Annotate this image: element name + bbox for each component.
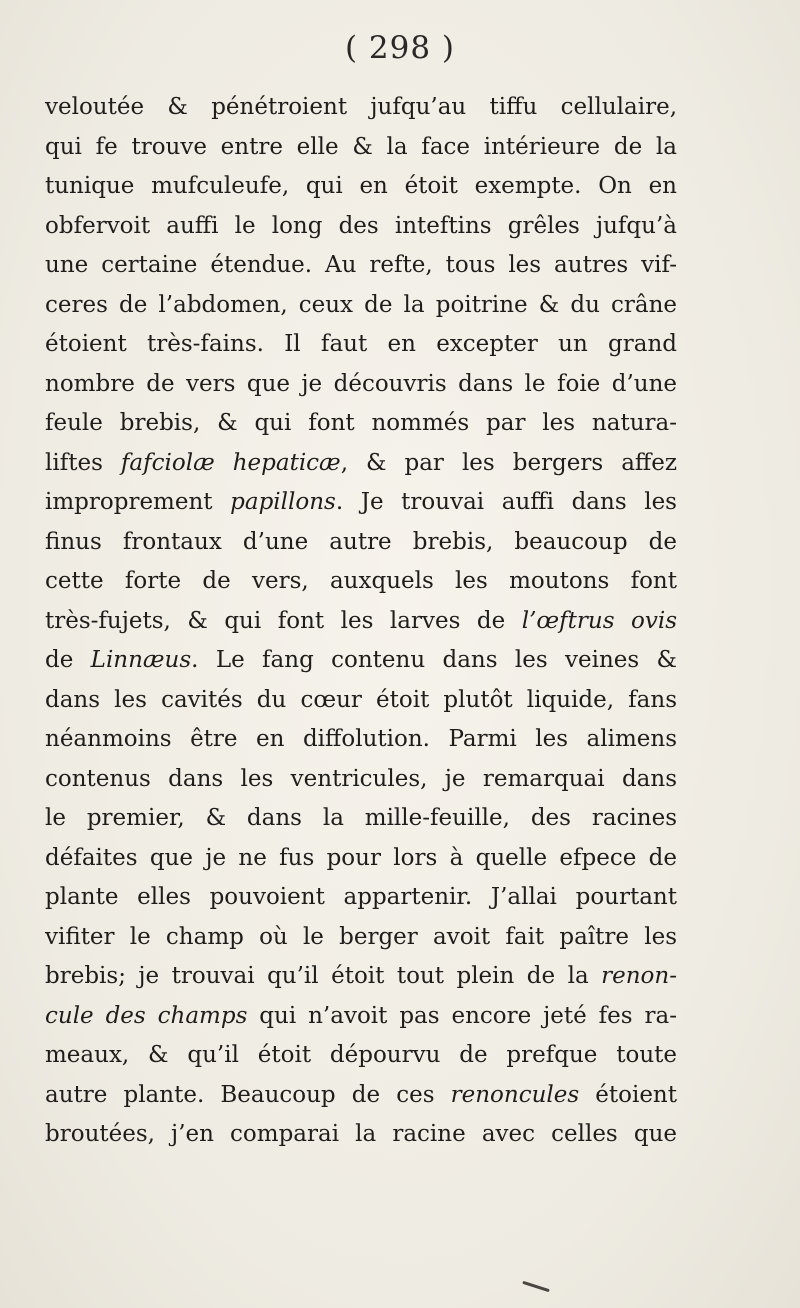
text-line — [45, 523, 677, 563]
text-segment: plante elles pouvoient appartenir. J’allai pourtant — [45, 884, 677, 910]
italic-segment: fafciolæ hepaticæ — [120, 449, 341, 476]
text-line — [45, 246, 677, 286]
text-segment: obfervoit auffi le long des inteftins grêles jufqu’à — [45, 212, 677, 239]
text-segment: feule brebis, & qui font nommés par les natura- — [45, 410, 677, 436]
text-segment: finus frontaux d’une autre brebis, beaucoup de — [45, 528, 677, 555]
text-segment: nombre de vers que je découvris dans le foie d’une — [45, 370, 677, 397]
text-segment: le premier, & dans la mille-feuille, des racines — [45, 805, 677, 831]
text-line — [45, 1115, 677, 1155]
italic-segment: l’œftrus ovis — [521, 607, 677, 634]
text-segment: liftes — [45, 449, 121, 476]
text-segment: improprement — [45, 489, 231, 515]
text-line — [45, 404, 677, 444]
text-line — [45, 1036, 677, 1076]
text-line — [45, 207, 677, 247]
italic-segment: renon- — [601, 963, 677, 989]
text-segment: dans les cavités du cœur étoit plutôt liquide, fans — [45, 686, 677, 713]
text-segment: . Le fang contenu dans les veines & — [191, 647, 677, 673]
text-segment: une certaine étendue. Au refte, tous les autres vif- — [45, 252, 677, 278]
text-line — [45, 720, 677, 760]
text-line — [45, 760, 677, 800]
text-segment: meaux, & qu’il étoit dépourvu de prefque toute — [45, 1042, 677, 1068]
text-line — [45, 602, 677, 642]
text-segment: contenus dans les ventricules, je remarquai dans — [45, 765, 677, 792]
text-segment: ceres de l’abdomen, ceux de la poitrine & du crâne — [45, 291, 677, 318]
ink-mark — [522, 1281, 550, 1293]
text-line — [45, 957, 677, 997]
italic-segment: cule des champs — [45, 1002, 248, 1029]
text-segment: de — [45, 647, 91, 673]
text-segment: tunique mufculeufe, qui en étoit exempte. On en — [45, 173, 677, 199]
text-segment: broutées, j’en comparai la racine avec celles que — [45, 1121, 677, 1147]
text-segment: cette forte de vers, auxquels les moutons font — [45, 568, 677, 594]
text-segment: , & par les bergers affez — [340, 449, 677, 476]
text-segment: étoient — [579, 1081, 677, 1108]
text-segment: qui fe trouve entre elle & la face intérieure de la — [45, 133, 677, 160]
text-line — [45, 325, 677, 365]
text-segment: autre plante. Beaucoup de ces — [45, 1081, 451, 1108]
body-text — [45, 88, 677, 1155]
text-line — [45, 562, 677, 602]
text-line — [45, 878, 677, 918]
text-line — [45, 128, 677, 168]
text-line — [45, 286, 677, 326]
italic-segment: Linnæus — [90, 647, 192, 673]
text-line — [45, 88, 677, 128]
text-line — [45, 918, 677, 958]
text-line — [45, 1076, 677, 1116]
italic-segment: renoncules — [450, 1081, 580, 1108]
text-segment: vifiter le champ où le berger avoit fait paître les — [45, 923, 677, 950]
text-line — [45, 799, 677, 839]
text-segment: défaites que je ne fus pour lors à quelle efpece de — [45, 844, 677, 871]
text-line — [45, 997, 677, 1037]
text-segment: très-fujets, & qui font les larves de — [45, 607, 522, 634]
page-number: ( 298 ) — [344, 30, 456, 66]
text-line — [45, 681, 677, 721]
text-segment: veloutée & pénétroient jufqu’au tiffu cellulaire, — [45, 94, 677, 120]
text-segment: . Je trouvai auffi dans les — [335, 489, 677, 515]
text-line — [45, 444, 677, 484]
text-segment: qui n’avoit pas encore jeté fes ra- — [247, 1002, 677, 1029]
text-line — [45, 641, 677, 681]
text-line — [45, 483, 677, 523]
text-segment: brebis; je trouvai qu’il étoit tout plein de la — [45, 963, 602, 989]
text-segment: étoient très-fains. Il faut en excepter un grand — [45, 331, 677, 357]
text-line — [45, 167, 677, 207]
italic-segment: papillons — [230, 489, 336, 515]
text-line — [45, 839, 677, 879]
text-segment: néanmoins être en diffolution. Parmi les alimens — [45, 726, 677, 752]
text-line — [45, 365, 677, 405]
